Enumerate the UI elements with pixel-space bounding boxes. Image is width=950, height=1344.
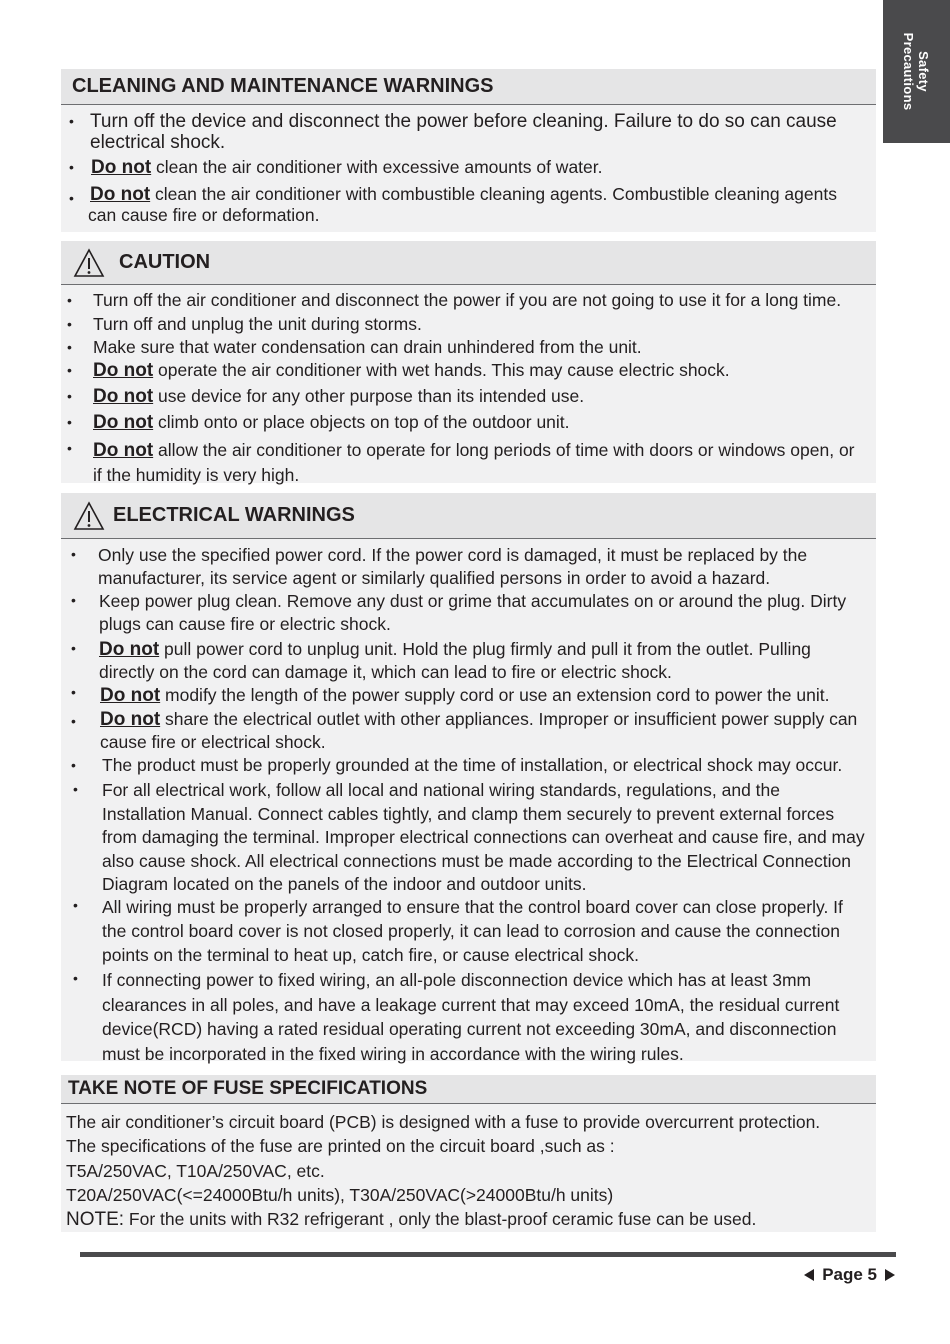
item-text: pull power cord to unplug unit. Hold the plug firmly and pull it from the outlet. Pulling directly on the cord can damage it, which can lead to fire or electric shock. — [99, 639, 811, 682]
item-text: Turn off the air conditioner and disconnect the power if you are not going to use it for a long time. — [93, 290, 842, 310]
cleaning-title: CLEANING AND MAINTENANCE WARNINGS — [72, 75, 494, 97]
page-navigation — [804, 1265, 895, 1285]
note-text: For the units with R32 refrigerant , only the blast-proof ceramic fuse can be used. — [124, 1209, 757, 1229]
cleaning-section: CLEANING AND MAINTENANCE WARNINGS • Turn off the device and disconnect the power before cleaning. Failure to do so can cause electrical shock. • Do not clean the air conditioner with excessive amounts of water. • Do not clean the air conditioner with combustible cleaning agents. Combustible cleaning agents can cause fire or deformation. — [61, 69, 876, 232]
side-tab-line1: Safety — [916, 51, 932, 92]
item-text: The product must be properly grounded at the time of installation, or electrical shock may occur. — [102, 755, 843, 775]
item-text: operate the air conditioner with wet hands. This may cause electric shock. — [153, 360, 730, 380]
item-text: Make sure that water condensation can drain unhindered from the unit. — [93, 337, 642, 357]
do-not-label: Do not — [93, 440, 154, 461]
fuse-section — [61, 1075, 876, 1232]
fuse-line: The air conditioner’s circuit board (PCB) is designed with a fuse to provide overcurrent protection. — [66, 1112, 821, 1132]
do-not-label: Do not — [100, 709, 161, 730]
caution-title: CAUTION — [119, 251, 211, 273]
item-text: modify the length of the power supply cord or use an extension cord to power the unit. — [160, 685, 830, 705]
item-text: share the electrical outlet with other appliances. Improper or insufficient power supply can cause fire or electrical shock. — [100, 709, 858, 752]
page-number: Page 5 — [822, 1265, 877, 1284]
electrical-section: ELECTRICAL WARNINGS • Only use the specified power cord. If the power cord is damaged, it must be replaced by the manufacturer, its service agent or similarly qualified persons in order to avoid a hazard. • Keep power plug clean. Remove any dust or grime that accumulates on or around the plug. Dirty plugs can cause fire or electric shock. • Do not pull power cord to unplug unit. Hold the plug firmly and pull it from the outlet. Pulling directly on the cord can damage it, which can lead to fire or electric shock. • Do not modify the length of the power supply cord or use an extension cord to power the unit. • Do not share the electrical outlet with other appliances. Improper or insufficient power supply can cause fire or electrical shock. • The product must be properly grounded at the time of installation, or electrical shock may occur. • For all electrical work, follow all local and national wiring standards, regulations, and the Installation Manual. Connect cables tightly, and clamp them securely to prevent external forces from damaging the terminal. Improper electrical connections can overheat and cause fire, and may also cause shock. All electrical connections must be made according to the Electrical Connection Diagram located on the panels of the indoor and outdoor units. • All wiring must be properly arranged to ensure that the control board cover can close properly. If the control board cover is not closed properly, it can lead to corrosion and cause the connection points on the terminal to heat up, catch fire, or cause electrical shock. • If connecting power to fixed wiring, an all-pole disconnection device which has at least 3mm clearances in all poles, and have a leakage current that may exceed 10mA, the residual current device(RCD) having a rated residual operating current not exceeding 30mA, and disconnection must be incorporated in the fixed wiring in accordance with the wiring rules. — [61, 493, 876, 1061]
fuse-title: TAKE NOTE OF FUSE SPECIFICATIONS — [68, 1078, 428, 1099]
caution-heading — [61, 241, 876, 285]
previous-page-icon[interactable] — [804, 1269, 814, 1281]
do-not-label: Do not — [93, 360, 154, 381]
electrical-title: ELECTRICAL WARNINGS — [113, 504, 355, 526]
item-text: allow the air conditioner to operate for long periods of time with doors or windows open, or if the humidity is very high. — [93, 440, 855, 485]
do-not-label: Do not — [99, 639, 160, 660]
item-text: For all electrical work, follow all local and national wiring standards, regulations, and the Installation Manual. Connect cables tightly, and clamp them securely to prevent external forces from damaging the terminal. Improper electrical connections can overheat and cause fire, and may also cause shock. All electrical connections must be made according to the Electrical Connection Diagram located on the panels of the indoor and outdoor units. — [102, 780, 865, 894]
fuse-line: The specifications of the fuse are printed on the circuit board ,such as : — [66, 1136, 615, 1156]
electrical-heading — [61, 493, 876, 539]
do-not-label: Do not — [91, 157, 152, 178]
fuse-note — [66, 1209, 756, 1230]
next-page-icon[interactable] — [885, 1269, 895, 1281]
item-text: use device for any other purpose than its intended use. — [153, 386, 585, 406]
warning-icon — [73, 248, 105, 278]
note-label: NOTE: — [66, 1209, 125, 1230]
item-text: clean the air conditioner with combustible cleaning agents. Combustible cleaning agents can cause fire or deformation. — [88, 184, 837, 225]
fuse-line: T20A/250VAC(<=24000Btu/h units), T30A/250VAC(>24000Btu/h units) — [66, 1185, 614, 1205]
side-tab-line2: Precautions — [901, 32, 917, 111]
item-text: Only use the specified power cord. If the power cord is damaged, it must be replaced by the manufacturer, its service agent or similarly qualified persons in order to avoid a hazard. — [98, 545, 808, 588]
item-text: Turn off the device and disconnect the power before cleaning. Failure to do so can cause electrical shock. — [90, 111, 837, 153]
warning-icon — [73, 501, 105, 531]
item-text: clean the air conditioner with excessive amounts of water. — [151, 157, 603, 177]
do-not-label: Do not — [93, 386, 154, 407]
do-not-label: Do not — [100, 685, 161, 706]
item-text: climb onto or place objects on top of the outdoor unit. — [153, 412, 570, 432]
caution-section: CAUTION • Turn off the air conditioner and disconnect the power if you are not going to use it for a long time. • Turn off and unplug the unit during storms. • Make sure that water condensation can drain unhindered from the unit. • Do not operate the air conditioner with wet hands. This may cause electric shock. • Do not use device for any other purpose than its intended use. • Do not climb onto or place objects on top of the outdoor unit. • Do not allow the air conditioner to operate for long periods of time with doors or windows open, or if the humidity is very high. — [61, 241, 876, 483]
cleaning-heading — [61, 69, 876, 105]
section-side-tab[interactable] — [883, 0, 950, 143]
item-text: All wiring must be properly arranged to ensure that the control board cover can close properly. If the control board cover is not closed properly, it can lead to corrosion and cause the connection points on the terminal to heat up, catch fire, or cause electrical shock. — [102, 897, 843, 965]
fuse-heading — [61, 1075, 876, 1104]
item-text: If connecting power to fixed wiring, an all-pole disconnection device which has at least 3mm clearances in all poles, and have a leakage current that may exceed 10mA, the residual current device(RCD) having a rated residual operating current not exceeding 30mA, and disconnection must be incorporated in the fixed wiring in accordance with the wiring rules. — [102, 970, 840, 1064]
footer-divider — [80, 1252, 896, 1257]
item-text: Turn off and unplug the unit during storms. — [93, 314, 422, 334]
item-text: Keep power plug clean. Remove any dust or grime that accumulates on or around the plug. Dirty plugs can cause fire or electric shock. — [99, 591, 847, 634]
do-not-label: Do not — [90, 184, 151, 205]
fuse-line: T5A/250VAC, T10A/250VAC, etc. — [66, 1161, 325, 1181]
do-not-label: Do not — [93, 412, 154, 433]
